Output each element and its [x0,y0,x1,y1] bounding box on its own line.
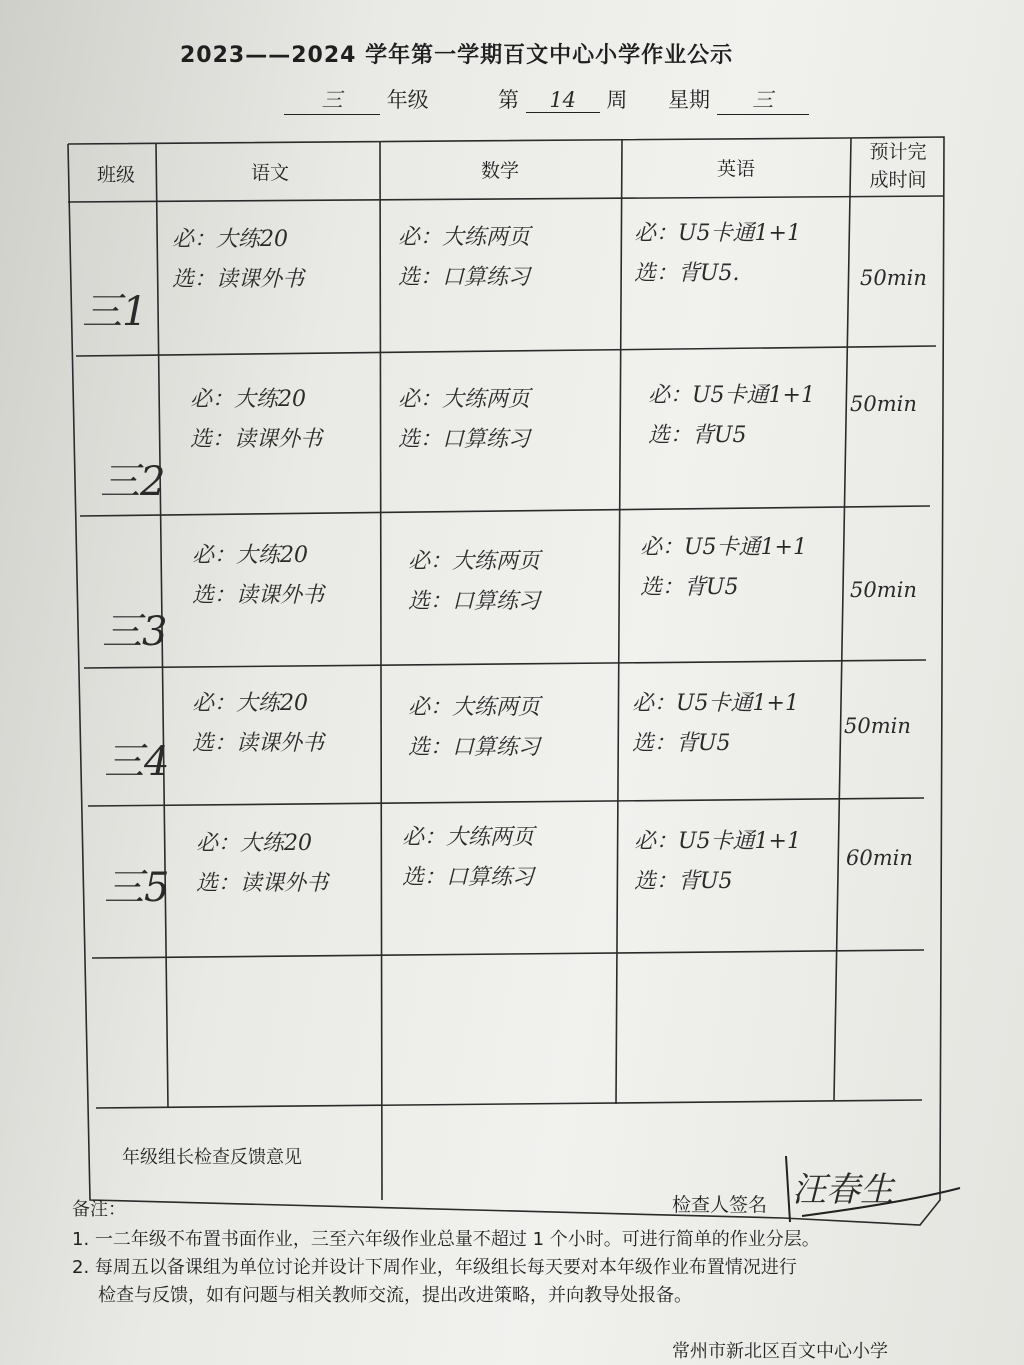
math-optional: 选：口算练习 [402,865,535,890]
english-optional: 选：背U5. [634,261,740,286]
english-required: 必：U5卡通1+1 [648,383,815,408]
math-cell [402,818,534,898]
grade-value: 三 [284,84,380,115]
chinese-required: 必：大练20 [192,543,308,568]
math-required: 必：大练两页 [408,549,541,574]
chinese-cell [192,536,324,616]
math-cell [408,542,540,622]
english-optional: 选：背U5 [632,731,731,756]
col-header-chinese: 语文 [250,162,289,184]
signature-label: 检查人签名 [672,1194,768,1216]
chinese-optional: 选：读课外书 [172,267,305,292]
chinese-optional: 选：读课外书 [196,871,329,896]
english-required: 必：U5卡通1+1 [634,829,801,854]
week-suffix: 周 [606,88,628,112]
class-cell: 三5 [104,865,170,911]
chinese-cell [192,684,324,764]
chinese-required: 必：大练20 [192,691,308,716]
english-optional: 选：背U5 [634,869,733,894]
page-title: 2023——2024 学年第一学期百文中心小学作业公示 [180,43,734,68]
feedback-label: 年级组长检查反馈意见 [122,1147,302,1168]
week-prefix: 第 [498,88,519,112]
class-cell: 三4 [104,739,170,785]
weekday-label: 星期 [668,88,710,112]
notes-label: 备注： [72,1199,126,1220]
english-cell [648,376,815,456]
time-cell: 50min [844,714,911,738]
english-cell [634,214,801,294]
col-header-class: 班级 [96,164,135,186]
chinese-optional: 选：读课外书 [190,427,323,452]
grade-label: 年级 [386,88,429,112]
math-required: 必：大练两页 [408,695,541,720]
chinese-optional: 选：读课外书 [192,731,325,756]
col-header-time [856,138,940,194]
signature-handwritten: 汪春生 [792,1170,894,1210]
week-value: 14 [526,88,600,113]
chinese-required: 必：大练20 [190,387,306,412]
chinese-cell [190,380,322,460]
class-cell: 三1 [82,289,148,335]
signature-underline [782,1150,972,1230]
class-cell: 三3 [102,609,168,655]
class-cell: 三2 [100,459,166,505]
english-optional: 选：背U5 [640,575,739,600]
weekday-value: 三 [717,84,809,115]
school-name-footer: 常州市新北区百文中心小学 [672,1341,888,1362]
english-required: 必：U5卡通1+1 [640,535,807,560]
chinese-required: 必：大练20 [196,831,312,856]
english-cell [640,528,807,608]
note-item-2-line2: 检查与反馈，如有问题与相关教师交流，提出改进策略，并向教导处报备。 [98,1285,692,1306]
note-item-1: 1. 一二年级不布置书面作业，三至六年级作业总量不超过 1 个小时。可进行简单的作业分层。 [72,1229,820,1250]
time-cell: 60min [846,846,913,870]
math-cell [408,688,540,768]
col-header-time-line2: 成时间 [869,169,927,191]
note-item-2-line1: 2. 每周五以备课组为单位讨论并设计下周作业，年级组长每天要对本年级作业布置情况进行 [72,1257,797,1278]
math-required: 必：大练两页 [398,225,531,250]
english-cell [634,822,801,902]
math-optional: 选：口算练习 [398,265,531,290]
english-optional: 选：背U5 [648,423,747,448]
english-required: 必：U5卡通1+1 [632,691,799,716]
math-required: 必：大练两页 [398,387,531,412]
time-cell: 50min [850,392,917,416]
math-required: 必：大练两页 [402,825,535,850]
chinese-cell [196,824,328,904]
math-cell [398,380,530,460]
col-header-english: 英语 [716,158,755,180]
time-cell: 50min [850,578,917,602]
chinese-required: 必：大练20 [172,227,288,252]
math-cell [398,218,530,298]
time-cell: 50min [860,266,927,290]
english-required: 必：U5卡通1+1 [634,221,801,246]
math-optional: 选：口算练习 [398,427,531,452]
english-cell [632,684,799,764]
math-optional: 选：口算练习 [408,735,541,760]
col-header-math: 数学 [480,160,519,182]
col-header-time-line1: 预计完 [869,141,927,163]
math-optional: 选：口算练习 [408,589,541,614]
chinese-cell [172,220,304,300]
chinese-optional: 选：读课外书 [192,583,325,608]
